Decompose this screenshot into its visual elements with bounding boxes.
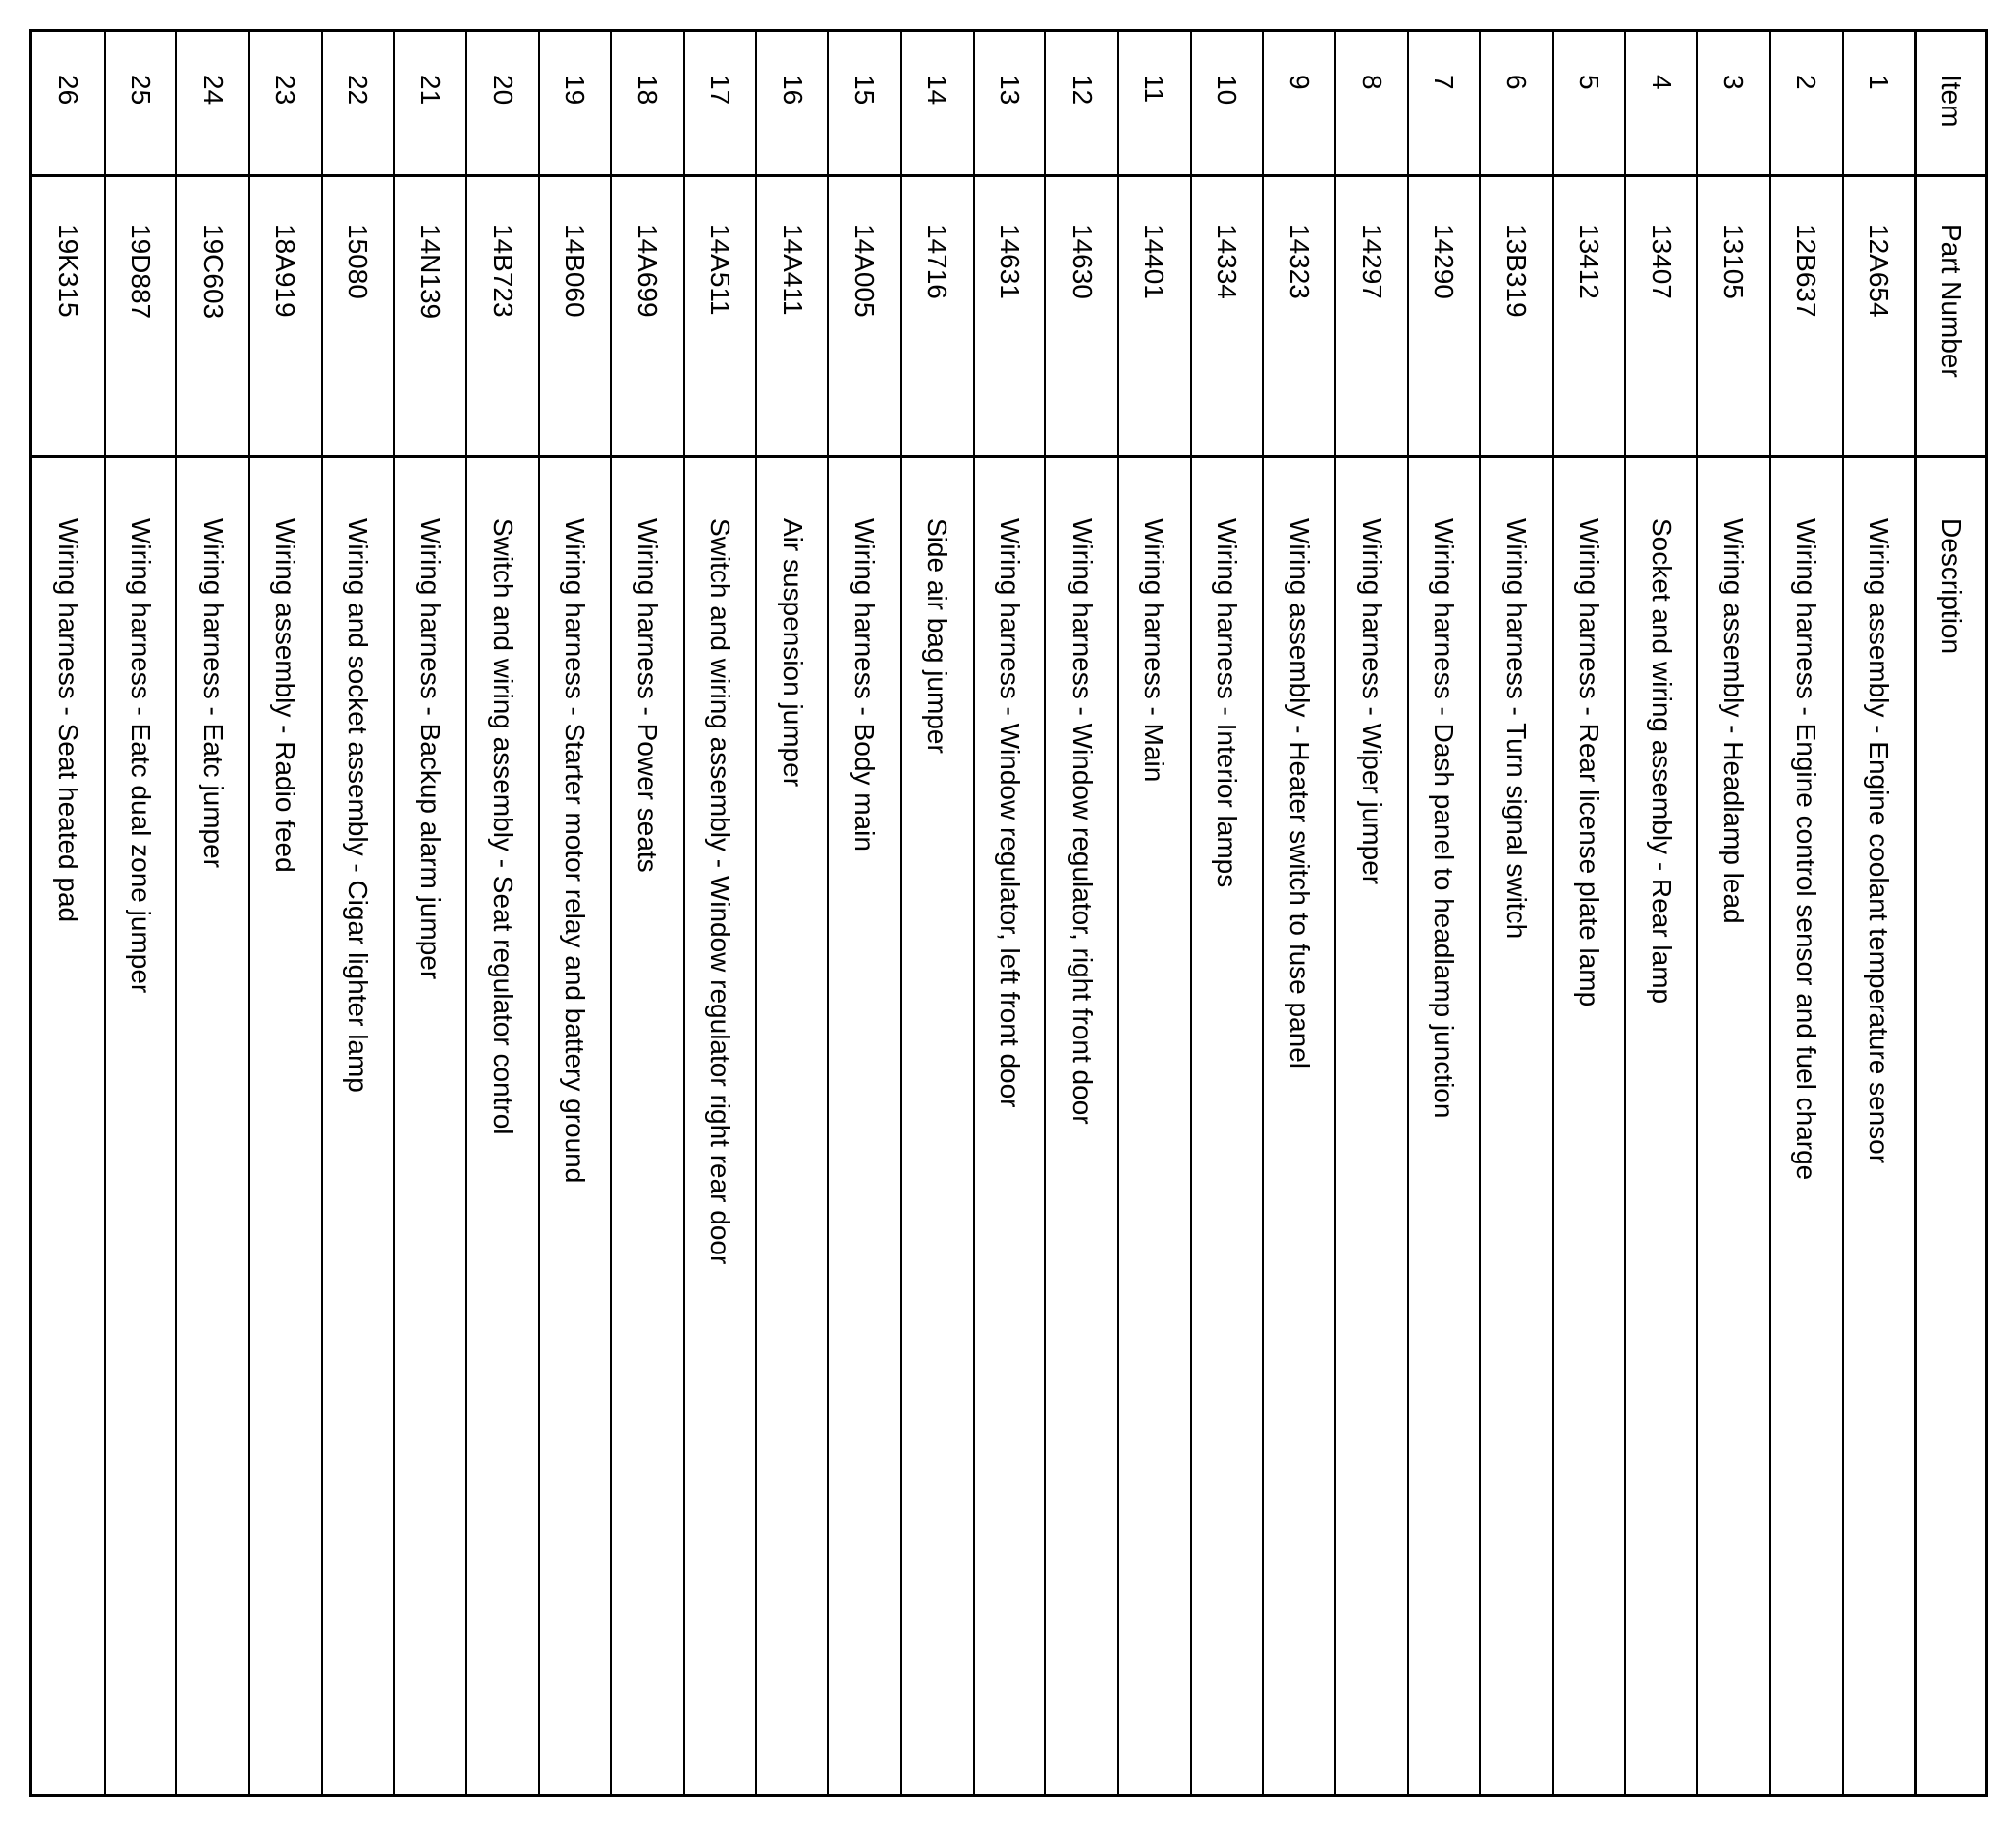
- column-header-part-number: Part Number: [1916, 176, 1987, 457]
- table-row: [1480, 31, 1553, 1796]
- table-row: [684, 31, 757, 1796]
- item-cell: 15: [828, 31, 901, 176]
- item-cell: 2: [1770, 31, 1843, 176]
- description-cell: Wiring harness - Wiper jumper: [1335, 457, 1408, 1796]
- description-cell: Wiring assembly - Heater switch to fuse panel: [1263, 457, 1336, 1796]
- table-row: [1118, 31, 1191, 1796]
- part-number-cell: 19D887: [105, 176, 177, 457]
- item-cell: 10: [1191, 31, 1263, 176]
- table-body: [31, 31, 1916, 1796]
- item-cell: 11: [1118, 31, 1191, 176]
- table-row: [756, 31, 828, 1796]
- part-number-cell: 15080: [322, 176, 394, 457]
- description-cell: Wiring harness - Main: [1118, 457, 1191, 1796]
- table-row: [1045, 31, 1118, 1796]
- item-cell: 21: [394, 31, 467, 176]
- table-row: [1843, 31, 1916, 1796]
- description-cell: Wiring harness - Turn signal switch: [1480, 457, 1553, 1796]
- description-cell: Wiring harness - Starter motor relay and battery ground: [539, 457, 611, 1796]
- description-cell: Wiring assembly - Engine coolant temperature sensor: [1843, 457, 1916, 1796]
- parts-table-rotated: [29, 29, 1988, 1797]
- table-row: [828, 31, 901, 1796]
- description-cell: Side air bag jumper: [901, 457, 974, 1796]
- item-cell: 14: [901, 31, 974, 176]
- description-cell: Socket and wiring assembly - Rear lamp: [1625, 457, 1697, 1796]
- description-cell: Wiring harness - Engine control sensor and fuel charge: [1770, 457, 1843, 1796]
- description-cell: Wiring harness - Rear license plate lamp: [1553, 457, 1626, 1796]
- description-cell: Wiring assembly - Headlamp lead: [1697, 457, 1770, 1796]
- part-number-cell: 14A411: [756, 176, 828, 457]
- description-cell: Wiring harness - Backup alarm jumper: [394, 457, 467, 1796]
- part-number-cell: 14A699: [611, 176, 684, 457]
- part-number-cell: 12A654: [1843, 176, 1916, 457]
- item-cell: 3: [1697, 31, 1770, 176]
- item-cell: 1: [1843, 31, 1916, 176]
- parts-table: [29, 29, 1988, 1797]
- part-number-cell: 14B060: [539, 176, 611, 457]
- item-cell: 4: [1625, 31, 1697, 176]
- column-header-description: Description: [1916, 457, 1987, 1796]
- description-cell: Air suspension jumper: [756, 457, 828, 1796]
- item-cell: 19: [539, 31, 611, 176]
- table-row: [974, 31, 1046, 1796]
- column-header-item: Item: [1916, 31, 1987, 176]
- part-number-cell: 14630: [1045, 176, 1118, 457]
- table-row: [1770, 31, 1843, 1796]
- item-cell: 20: [466, 31, 539, 176]
- description-cell: Wiring harness - Dash panel to headlamp junction: [1408, 457, 1480, 1796]
- table-row: [31, 31, 105, 1796]
- table-row: [611, 31, 684, 1796]
- table-row: [176, 31, 249, 1796]
- description-cell: Wiring harness - Eatc jumper: [176, 457, 249, 1796]
- table-row: [1697, 31, 1770, 1796]
- item-cell: 26: [31, 31, 105, 176]
- table-row: [901, 31, 974, 1796]
- description-cell: Wiring harness - Body main: [828, 457, 901, 1796]
- part-number-cell: 18A919: [249, 176, 322, 457]
- table-row: [1263, 31, 1336, 1796]
- table-row: [1625, 31, 1697, 1796]
- item-cell: 23: [249, 31, 322, 176]
- part-number-cell: 14401: [1118, 176, 1191, 457]
- description-cell: Wiring harness - Eatc dual zone jumper: [105, 457, 177, 1796]
- item-cell: 5: [1553, 31, 1626, 176]
- table-row: [249, 31, 322, 1796]
- description-cell: Wiring harness - Power seats: [611, 457, 684, 1796]
- part-number-cell: 14716: [901, 176, 974, 457]
- item-cell: 12: [1045, 31, 1118, 176]
- description-cell: Wiring harness - Window regulator, left front door: [974, 457, 1046, 1796]
- item-cell: 24: [176, 31, 249, 176]
- description-cell: Switch and wiring assembly - Window regulator right rear door: [684, 457, 757, 1796]
- table-row: [1553, 31, 1626, 1796]
- part-number-cell: 14B723: [466, 176, 539, 457]
- table-header-row: [1916, 31, 1987, 1796]
- item-cell: 22: [322, 31, 394, 176]
- item-cell: 17: [684, 31, 757, 176]
- part-number-cell: 13B319: [1480, 176, 1553, 457]
- part-number-cell: 14334: [1191, 176, 1263, 457]
- item-cell: 25: [105, 31, 177, 176]
- item-cell: 7: [1408, 31, 1480, 176]
- table-row: [539, 31, 611, 1796]
- description-cell: Wiring assembly - Radio feed: [249, 457, 322, 1796]
- part-number-cell: 13407: [1625, 176, 1697, 457]
- part-number-cell: 13412: [1553, 176, 1626, 457]
- table-row: [466, 31, 539, 1796]
- part-number-cell: 14297: [1335, 176, 1408, 457]
- description-cell: Wiring harness - Seat heated pad: [31, 457, 105, 1796]
- item-cell: 16: [756, 31, 828, 176]
- item-cell: 13: [974, 31, 1046, 176]
- part-number-cell: 12B637: [1770, 176, 1843, 457]
- item-cell: 9: [1263, 31, 1336, 176]
- item-cell: 18: [611, 31, 684, 176]
- description-cell: Wiring harness - Interior lamps: [1191, 457, 1263, 1796]
- table-row: [1408, 31, 1480, 1796]
- item-cell: 8: [1335, 31, 1408, 176]
- part-number-cell: 14N139: [394, 176, 467, 457]
- part-number-cell: 19K315: [31, 176, 105, 457]
- table-row: [1335, 31, 1408, 1796]
- description-cell: Wiring harness - Window regulator, right front door: [1045, 457, 1118, 1796]
- part-number-cell: 14A511: [684, 176, 757, 457]
- description-cell: Wiring and socket assembly - Cigar lighter lamp: [322, 457, 394, 1796]
- table-row: [322, 31, 394, 1796]
- description-cell: Switch and wiring assembly - Seat regulator control: [466, 457, 539, 1796]
- item-cell: 6: [1480, 31, 1553, 176]
- part-number-cell: 14A005: [828, 176, 901, 457]
- part-number-cell: 14323: [1263, 176, 1336, 457]
- table-row: [105, 31, 177, 1796]
- part-number-cell: 14290: [1408, 176, 1480, 457]
- table-row: [1191, 31, 1263, 1796]
- table-row: [394, 31, 467, 1796]
- part-number-cell: 14631: [974, 176, 1046, 457]
- part-number-cell: 13105: [1697, 176, 1770, 457]
- part-number-cell: 19C603: [176, 176, 249, 457]
